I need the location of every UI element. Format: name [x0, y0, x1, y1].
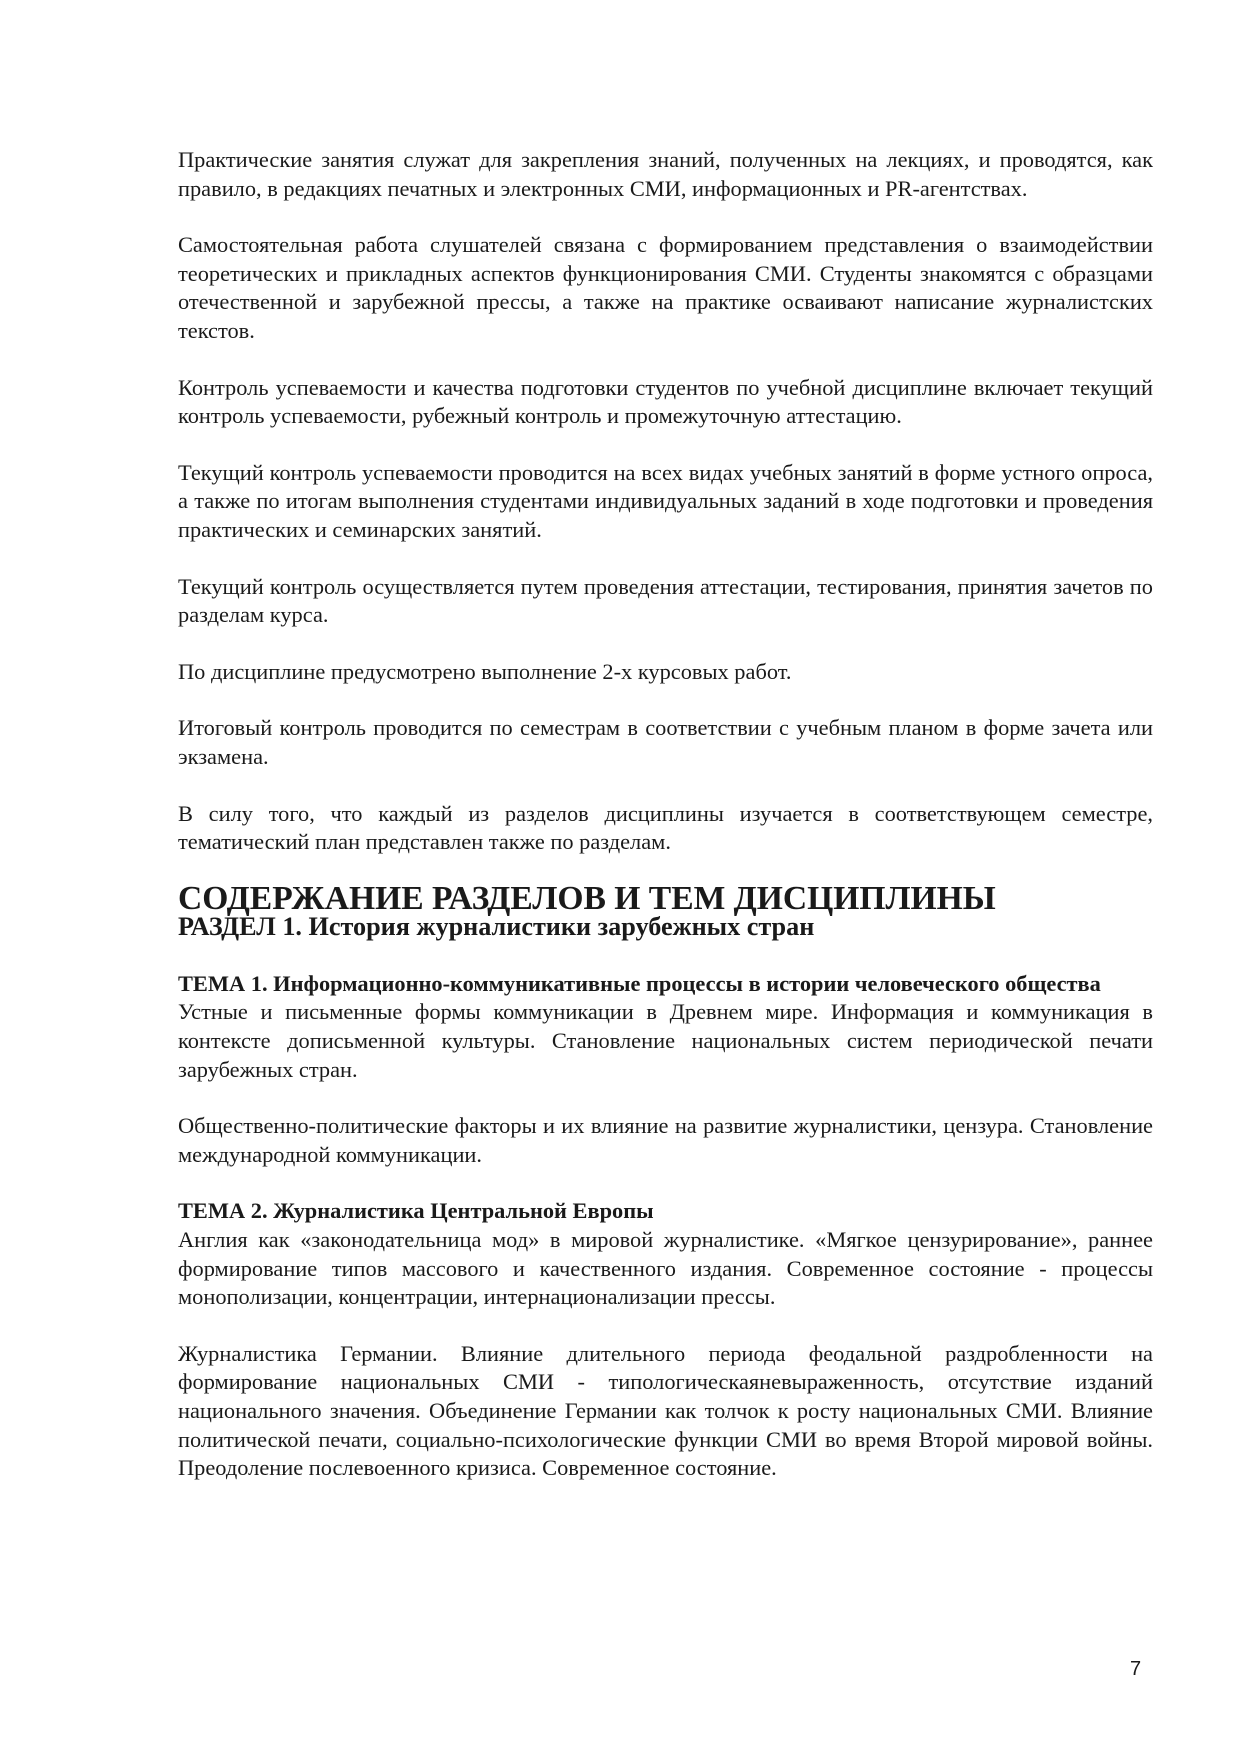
topic-1-paragraph-1: Устные и письменные формы коммуникации в Древнем мире. Информация и коммуникация в контексте дописьменной культуры. Становление национальных систем периодической печати зарубежных стран. — [178, 999, 1153, 1082]
page-number: 7 — [1130, 1658, 1142, 1680]
section-subheading: РАЗДЕЛ 1. История журналистики зарубежных стран — [178, 912, 815, 942]
topic-2-paragraph-1: Англия как «законодательница мод» в мировой журналистике. «Мягкое цензурирование», раннее формирование типов массового и качественного издания. Современное состояние - процессы монополизации, концентрации, интернационализации прессы. — [178, 1227, 1153, 1310]
paragraph-current-control-methods: Текущий контроль осуществляется путем проведения аттестации, тестирования, принятия зачетов по разделам курса. — [178, 573, 1153, 628]
topic-2-heading: ТЕМА 2. Журналистика Центральной Европы — [178, 1198, 654, 1224]
topic-2-paragraph-2: Журналистика Германии. Влияние длительного периода феодальной раздробленности на формирование национальных СМИ - типологическаяневыраженность, отсутствие изданий национального значения. Объединение Германии как толчок к росту национальных СМИ. Влияние политической печати, социально-психологические функции СМИ во время Второй мировой войны. Преодоление послевоенного кризиса. Современное состояние. — [178, 1340, 1153, 1481]
paragraph-thematic-plan: В силу того, что каждый из разделов дисциплины изучается в соответствующем семестре, тематический план представлен также по разделам. — [178, 800, 1153, 855]
paragraph-self-study: Самостоятельная работа слушателей связана с формированием представления о взаимодействии теоретических и прикладных аспектов функционирования СМИ. Студенты знакомятся с образцами отечественной и зарубежной прессы, а также на практике осваивают написание журналистских текстов. — [178, 232, 1153, 343]
spacer — [178, 942, 1153, 970]
paragraph-final-control: Итоговый контроль проводится по семестрам в соответствии с учебным планом в форме зачета или экзамена. — [178, 715, 1153, 769]
paragraph-course-works: По дисциплине предусмотрено выполнение 2-х курсовых работ. — [178, 658, 792, 684]
topic-1-heading: ТЕМА 1. Информационно-коммуникативные процессы в истории человеческого общества — [178, 970, 1101, 996]
topic-1-paragraph-2: Общественно-политические факторы и их влияние на развитие журналистики, цензура. Становление международной коммуникации. — [178, 1113, 1153, 1167]
paragraph-progress-control: Контроль успеваемости и качества подготовки студентов по учебной дисциплине включает текущий контроль успеваемости, рубежный контроль и промежуточную аттестацию. — [178, 374, 1153, 429]
page-body — [178, 146, 1153, 1483]
paragraph-practical-classes: Практические занятия служат для закрепления знаний, полученных на лекциях, и проводятся, как правило, в редакциях печатных и электронных СМИ, информационных и PR-агентствах. — [178, 147, 1153, 201]
section-heading: СОДЕРЖАНИЕ РАЗДЕЛОВ И ТЕМ ДИСЦИПЛИНЫ — [178, 879, 996, 917]
paragraph-current-control: Текущий контроль успеваемости проводится на всех видах учебных занятий в форме устного опроса, а также по итогам выполнения студентами индивидуальных заданий в ходе подготовки и проведения практических и семинарских занятий. — [178, 459, 1153, 542]
